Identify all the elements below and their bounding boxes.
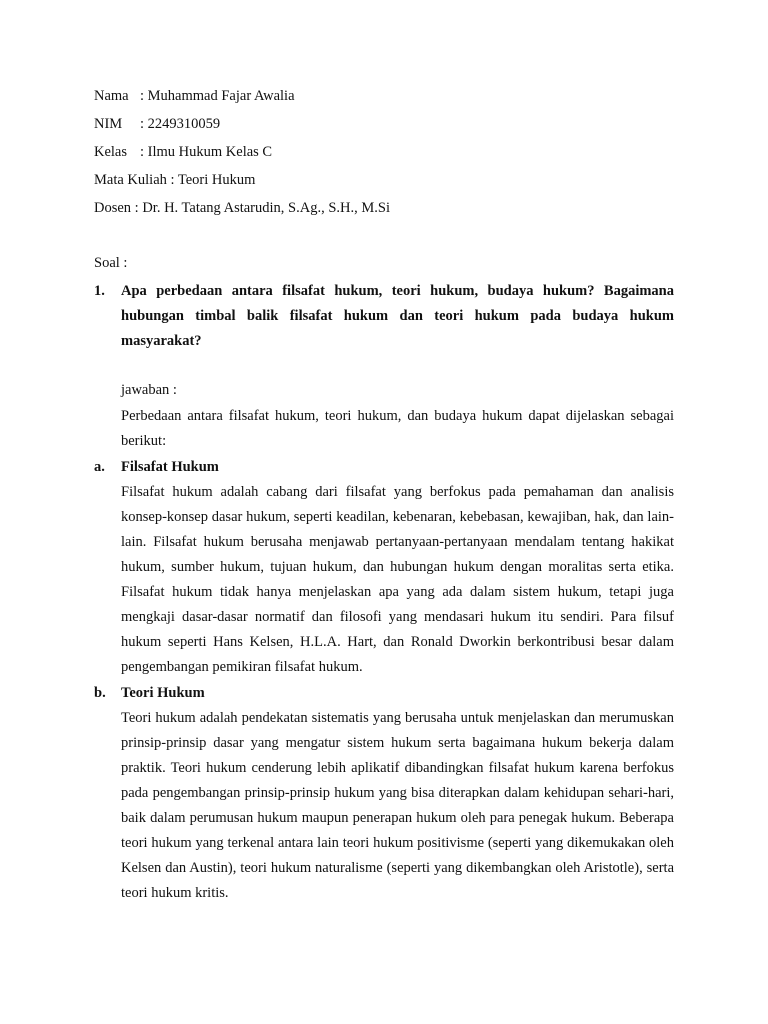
section-b-marker: b. (94, 685, 106, 701)
nim-label: NIM (94, 116, 123, 132)
kelas-label: Kelas (94, 144, 128, 160)
nim-value: : 2249310059 (140, 116, 221, 132)
soal-label: Soal : (94, 255, 128, 271)
nim-row (94, 114, 220, 134)
nama-row (94, 86, 295, 106)
question-text: Apa perbedaan antara filsafat hukum, teori hukum, budaya hukum? Bagaimana hubungan timbal balik filsafat hukum dan teori hukum pada budaya hukum masyarakat? (121, 282, 674, 349)
section-b-heading: Teori Hukum (121, 684, 205, 701)
kelas-value: : Ilmu Hukum Kelas C (140, 144, 273, 160)
nama-value: : Muhammad Fajar Awalia (140, 88, 295, 104)
mata-kuliah-row: Mata Kuliah : Teori Hukum (94, 172, 256, 188)
section-b-body: Teori hukum adalah pendekatan sistematis yang berusaha untuk menjelaskan dan merumuskan prinsip-prinsip dasar yang mengatur sistem hukum serta bagaimana hukum bekerja dalam praktik. Teori hukum cenderung lebih aplikatif dibandingkan filsafat hukum karena berfokus pada pengembangan prinsip-prinsip hukum yang bisa diterapkan dalam kehidupan sehari-hari, baik dalam perumusan hukum maupun penerapan hukum oleh para penegak hukum. Beberapa teori hukum yang terkenal antara lain teori hukum positivisme (seperti yang dikemukakan oleh Kelsen dan Austin), teori hukum naturalisme (seperti yang dikembangkan oleh Aristotle), serta teori hukum kritis. (121, 709, 674, 902)
answer-intro: Perbedaan antara filsafat hukum, teori hukum, dan budaya hukum dapat dijelaskan sebagai berikut: (121, 407, 674, 449)
nama-label: Nama (94, 88, 129, 104)
kelas-row (94, 142, 272, 162)
dosen-row: Dosen : Dr. H. Tatang Astarudin, S.Ag., S.H., M.Si (94, 200, 390, 216)
section-a-body: Filsafat hukum adalah cabang dari filsafat yang berfokus pada pemahaman dan analisis konsep-konsep dasar hukum, seperti keadilan, kebenaran, kebebasan, kewajiban, hak, dan lain-lain. Filsafat hukum berusaha menjawab pertanyaan-pertanyaan mendalam tentang hakikat hukum, sumber hukum, tujuan hukum, dan hubungan hukum dengan moralitas serta etika. Filsafat hukum tidak hanya menjelaskan apa yang ada dalam sistem hukum, tetapi juga mengkaji dasar-dasar normatif dan filosofi yang mendasari hukum itu sendiri. Para filsuf hukum seperti Hans Kelsen, H.L.A. Hart, dan Ronald Dworkin berkontribusi besar dalam pengembangan pemikiran filsafat hukum. (121, 483, 674, 676)
section-a-heading: Filsafat Hukum (121, 458, 219, 475)
section-a-marker: a. (94, 459, 105, 475)
question-number: 1. (94, 283, 105, 299)
answer-label: jawaban : (121, 382, 177, 398)
